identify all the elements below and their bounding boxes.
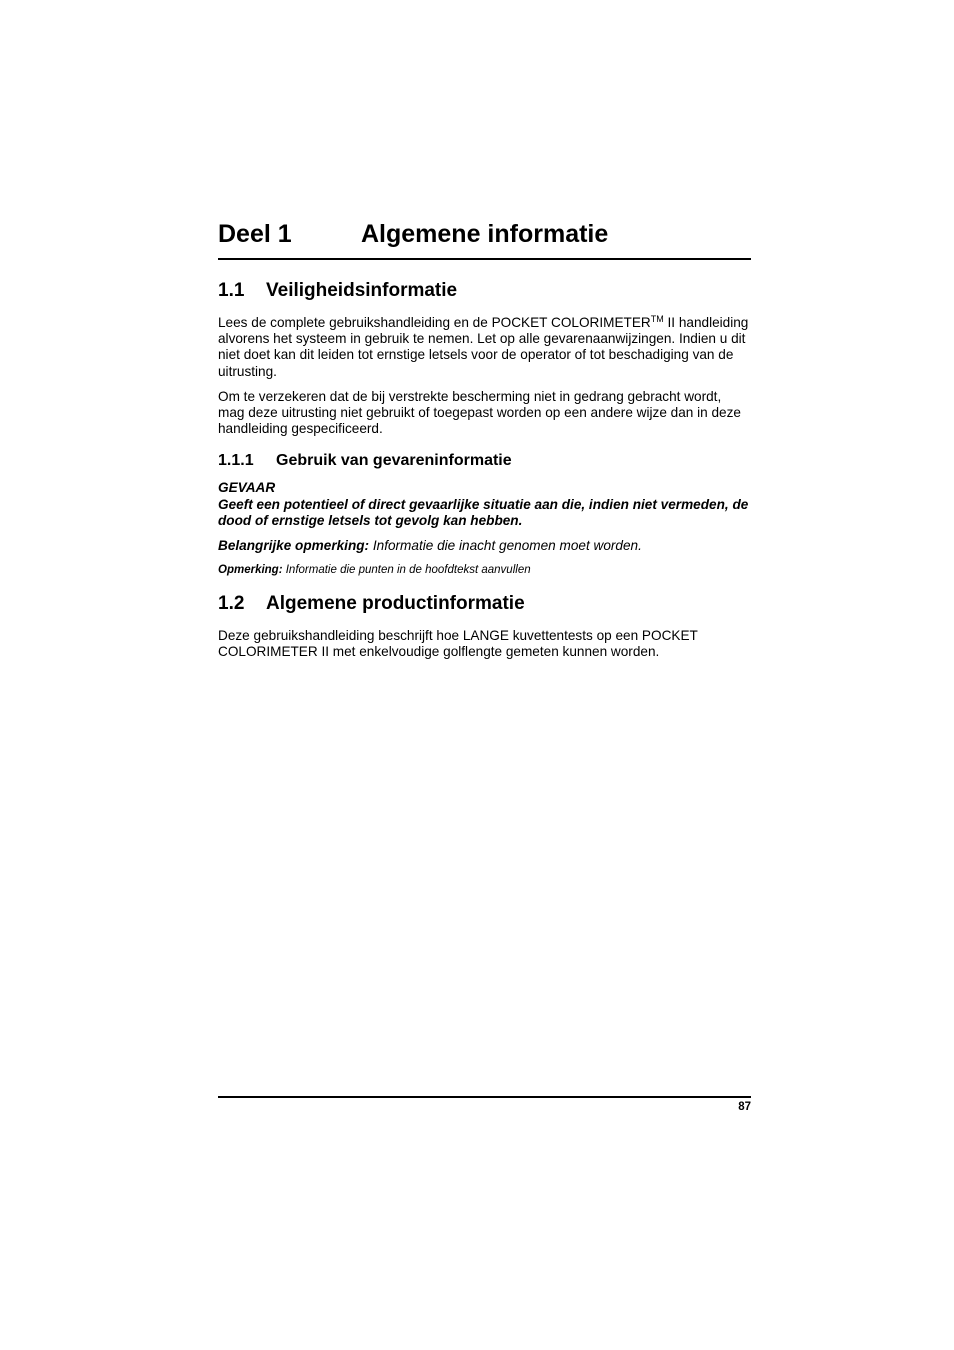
danger-block: [218, 480, 751, 529]
product-paragraph: Deze gebruikshandleiding beschrijft hoe LANGE kuvettentests op een POCKET COLORIMETER II met enkelvoudige golflengte gemeten kunnen worden.: [218, 628, 698, 660]
small-note: [218, 563, 751, 577]
section-heading-1-1: [218, 278, 751, 304]
safety-paragraph-2: Om te verzekeren dat de bij verstrekte bescherming niet in gedrang gebracht wordt, mag deze uitrusting niet gebruikt of toegepast worden op een andere wijze dan in deze handleiding gespecificeerd.: [218, 388, 741, 437]
paragraph-text: Lees de complete gebruikshandleiding en de POCKET COLORIMETER: [218, 315, 651, 330]
chapter-heading: [218, 218, 751, 260]
section-number: 1.1: [218, 280, 245, 301]
section-heading-1-2: [218, 591, 751, 617]
danger-text: Geeft een potentieel of direct gevaarlijke situatie aan die, indien niet vermeden, de dood of ernstige letsels tot gevolg kan hebben.: [218, 496, 749, 528]
section-number: 1.1.1: [218, 452, 254, 470]
danger-label: GEVAAR: [218, 480, 276, 496]
section-title: Gebruik van gevareninformatie: [276, 452, 512, 470]
section-heading-1-1-1: [218, 450, 751, 472]
section-title: Veiligheidsinformatie: [266, 280, 458, 301]
chapter-number: Deel 1: [218, 220, 292, 248]
trademark-sup: TM: [650, 314, 664, 324]
note-label: Opmerking:: [218, 564, 283, 577]
safety-paragraph-1: [218, 315, 751, 380]
page-number: 87: [738, 1101, 751, 1113]
paragraph-text: II handleiding alvorens het systeem in gebruik te nemen. Let op alle gevarenaanwijzingen. Indien u dit niet doet kan dit leiden tot ernstige letsels voor de operator of tot beschadiging van de uitrusting.: [218, 315, 749, 379]
note-text: Informatie die punten in de hoofdtekst aanvullen: [282, 564, 531, 577]
chapter-title: Algemene informatie: [361, 220, 609, 248]
section-number: 1.2: [218, 593, 245, 615]
section-title: Algemene productinformatie: [266, 593, 525, 615]
important-text: Informatie die inacht genomen moet worden.: [369, 538, 642, 554]
important-note: [218, 538, 751, 554]
important-label: Belangrijke opmerking:: [218, 538, 370, 554]
footer-rule: [218, 1096, 751, 1098]
page-content: [218, 278, 751, 670]
